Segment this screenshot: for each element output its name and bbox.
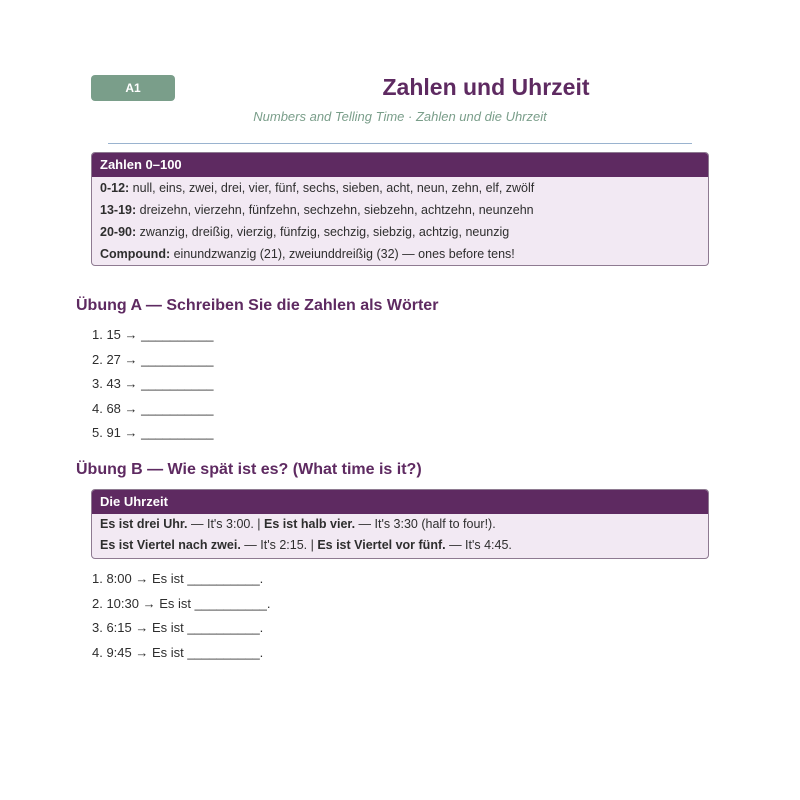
numbers-row-20-90 — [92, 221, 708, 243]
list-item: 1. 15 → __________ — [92, 327, 214, 342]
phrase: Es ist halb vier. — [264, 517, 356, 531]
list-item: 2. 10:30 → Es ist __________. — [92, 595, 271, 611]
page-subtitle: Numbers and Telling Time · Zahlen und die Uhrzeit — [253, 109, 547, 124]
translation: — It's 4:45. — [445, 538, 512, 552]
translation: — It's 3:30 (half to four!). — [355, 517, 496, 531]
row-text: zwanzig, dreißig, vierzig, fünfzig, sechzig, siebzig, achtzig, neunzig — [136, 225, 510, 239]
row-label: Compound: — [100, 247, 171, 261]
time-reference-box — [91, 489, 709, 559]
exercise-a-title: Übung A — Schreiben Sie die Zahlen als Wörter — [76, 297, 439, 314]
numbers-row-13-19 — [92, 199, 708, 221]
row-label: 20-90: — [100, 225, 137, 239]
translation: — It's 2:15. | — [240, 538, 318, 552]
header-divider — [108, 143, 692, 144]
level-badge: A1 — [91, 75, 175, 101]
numbers-row-0-12 — [92, 177, 708, 199]
exercise-b-title: Übung B — Wie spät ist es? (What time is it?) — [76, 461, 422, 478]
time-row-1 — [92, 514, 708, 535]
list-item: 3. 43 → __________ — [92, 376, 214, 391]
exercise-a-list — [92, 323, 213, 446]
time-row-2 — [92, 535, 708, 556]
numbers-reference-box — [91, 152, 709, 266]
phrase: Es ist drei Uhr. — [100, 517, 188, 531]
list-item: 2. 27 → __________ — [92, 351, 214, 367]
phrase: Es ist Viertel nach zwei. — [100, 538, 241, 552]
row-text: dreizehn, vierzehn, fünfzehn, sechzehn, siebzehn, achtzehn, neunzehn — [136, 203, 534, 217]
exercise-b-list — [92, 567, 271, 665]
list-item: 4. 9:45 → Es ist __________. — [92, 644, 264, 660]
row-label: 13-19: — [100, 203, 137, 217]
numbers-box-title: Zahlen 0–100 — [92, 153, 708, 177]
time-box-title: Die Uhrzeit — [92, 490, 708, 514]
list-item: 3. 6:15 → Es ist __________. — [92, 620, 264, 635]
page-title: Zahlen und Uhrzeit — [382, 74, 590, 100]
row-text: null, eins, zwei, drei, vier, fünf, sechs, sieben, acht, neun, zehn, elf, zwölf — [129, 181, 535, 195]
list-item: 4. 68 → __________ — [92, 400, 214, 416]
translation: — It's 3:00. | — [187, 517, 265, 531]
list-item: 1. 8:00 → Es ist __________. — [92, 571, 264, 586]
numbers-row-compound — [92, 243, 708, 265]
row-text: einundzwanzig (21), zweiunddreißig (32) — ones before tens! — [170, 247, 515, 261]
phrase: Es ist Viertel vor fünf. — [317, 538, 446, 552]
list-item: 5. 91 → __________ — [92, 425, 214, 440]
row-label: 0-12: — [100, 181, 130, 195]
